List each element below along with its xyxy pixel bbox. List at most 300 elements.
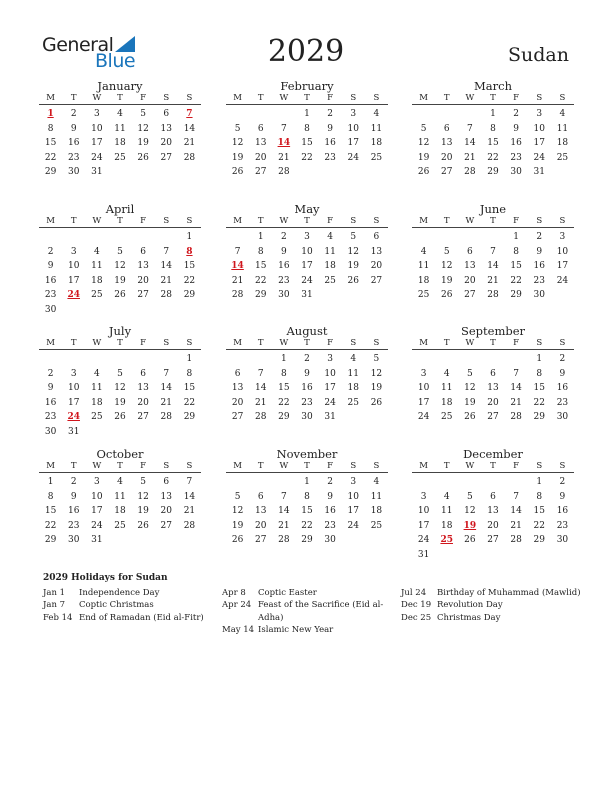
day-cell: 2 <box>280 232 287 242</box>
day-cell: 29 <box>183 412 196 423</box>
day-cell: 11 <box>114 123 126 134</box>
month-title: November <box>276 447 338 461</box>
day-cell: 10 <box>67 261 80 272</box>
weekday-label: T <box>490 93 496 103</box>
day-cell: 25 <box>347 397 359 408</box>
day-cell: 30 <box>67 167 80 178</box>
day-cell: 9 <box>327 491 333 502</box>
empty-day-cell <box>62 352 85 367</box>
day-cell: 3 <box>559 232 566 242</box>
day-cell: 1 <box>304 109 310 119</box>
day-cell: 30 <box>44 426 57 437</box>
holiday-name: Adha) <box>258 612 284 623</box>
weekday-header <box>39 338 201 350</box>
day-cell: 12 <box>137 491 149 502</box>
day-cell: 28 <box>183 520 196 531</box>
month-august <box>226 324 388 425</box>
day-cell: 6 <box>140 246 146 257</box>
day-cell: 24 <box>301 275 313 286</box>
day-cell: 28 <box>487 290 499 301</box>
day-cell: 19 <box>137 506 149 517</box>
day-cell: 14 <box>464 138 476 149</box>
month-february <box>226 79 388 180</box>
day-cell: 26 <box>347 275 359 286</box>
weekday-label: F <box>327 93 334 103</box>
day-cell: 14 <box>254 383 267 394</box>
day-cell: 13 <box>487 506 499 517</box>
holiday-entry <box>401 612 581 624</box>
month-title: June <box>479 202 507 216</box>
weekday-label: M <box>419 461 428 471</box>
day-cell: 23 <box>278 275 290 286</box>
day-cell: 10 <box>417 506 430 517</box>
weekday-label: W <box>465 461 475 471</box>
day-cell: 1 <box>280 354 287 364</box>
empty-day-cell <box>412 107 435 122</box>
day-cell: 23 <box>533 275 545 286</box>
weekday-label: T <box>70 216 77 226</box>
day-cell: 5 <box>466 491 473 502</box>
day-cell: 17 <box>347 138 359 149</box>
weekday-header <box>226 216 388 228</box>
day-cell: 18 <box>417 275 430 286</box>
weekday-label: S <box>373 461 380 471</box>
month-title: September <box>460 324 526 338</box>
day-cell: 19 <box>370 383 383 394</box>
day-cell: 18 <box>370 138 383 149</box>
day-cell: 4 <box>420 246 427 257</box>
day-cell: 26 <box>464 412 476 423</box>
day-cell: 4 <box>559 109 566 119</box>
weekday-label: T <box>304 338 310 348</box>
day-cell: 5 <box>350 232 357 242</box>
day-cell: 10 <box>347 491 359 502</box>
weekday-label: T <box>257 93 264 103</box>
day-cell: 14 <box>487 261 499 272</box>
day-cell: 21 <box>510 397 522 408</box>
day-cell: 13 <box>464 261 476 272</box>
day-cell: 27 <box>160 520 172 531</box>
weekday-label: W <box>279 216 289 226</box>
weekday-label: M <box>233 93 242 103</box>
day-cell: 25 <box>556 152 569 163</box>
day-cell: 10 <box>347 123 359 134</box>
country-name: Sudan <box>508 44 569 66</box>
weekday-label: W <box>92 216 102 226</box>
weekday-label: S <box>350 338 357 348</box>
day-cell: 13 <box>440 138 453 149</box>
day-cell: 13 <box>231 383 244 394</box>
empty-day-cell <box>85 230 108 245</box>
empty-day-cell <box>108 352 131 367</box>
day-cell: 21 <box>510 520 522 531</box>
day-cell: 27 <box>137 290 149 301</box>
weekday-header <box>39 93 201 105</box>
day-cell: 21 <box>464 152 476 163</box>
day-cell: 25 <box>440 412 453 423</box>
day-cell: 23 <box>44 290 57 301</box>
day-cell: 13 <box>137 261 149 272</box>
day-cell: 25 <box>114 520 126 531</box>
weekday-label: W <box>465 93 475 103</box>
day-cell: 28 <box>510 412 522 423</box>
day-cell: 30 <box>301 412 313 423</box>
weekday-label: T <box>490 338 496 348</box>
day-cell: 23 <box>556 520 569 531</box>
holiday-day-cell: 24 <box>67 412 80 423</box>
weekday-label: F <box>513 338 520 348</box>
day-cell: 29 <box>533 412 545 423</box>
weekday-label: S <box>163 461 170 471</box>
day-cell: 7 <box>513 368 519 379</box>
day-cell: 27 <box>231 412 244 423</box>
day-cell: 8 <box>304 123 310 134</box>
day-cell: 29 <box>533 535 545 546</box>
day-cell: 19 <box>417 152 430 163</box>
day-cell: 30 <box>533 290 545 301</box>
weekday-label: W <box>279 461 289 471</box>
holiday-entry <box>401 587 581 599</box>
empty-day-cell <box>132 230 155 245</box>
day-grid <box>412 352 574 425</box>
weekday-label: W <box>92 93 102 103</box>
empty-day-cell <box>85 352 108 367</box>
day-cell: 20 <box>464 275 476 286</box>
month-title: May <box>294 202 320 216</box>
weekday-label: T <box>257 461 264 471</box>
holiday-day-cell: 1 <box>47 109 54 119</box>
holiday-day-cell: 8 <box>186 246 193 257</box>
day-cell: 5 <box>466 368 473 379</box>
day-cell: 16 <box>533 261 545 272</box>
day-cell: 2 <box>70 477 77 487</box>
holiday-day-cell: 24 <box>67 290 80 301</box>
holiday-column <box>401 587 581 624</box>
day-cell: 9 <box>280 246 287 257</box>
weekday-label: S <box>559 216 566 226</box>
day-cell: 20 <box>370 261 383 272</box>
day-cell: 22 <box>183 275 196 286</box>
weekday-label: T <box>490 461 496 471</box>
day-cell: 22 <box>254 275 267 286</box>
day-cell: 11 <box>370 123 383 134</box>
empty-day-cell <box>272 475 295 490</box>
day-cell: 3 <box>93 477 100 487</box>
empty-day-cell <box>505 475 528 490</box>
empty-day-cell <box>412 352 435 367</box>
day-cell: 28 <box>254 412 267 423</box>
weekday-label: F <box>140 338 147 348</box>
day-cell: 30 <box>44 304 57 315</box>
weekday-label: W <box>279 338 289 348</box>
day-cell: 6 <box>490 368 496 379</box>
day-cell: 17 <box>67 397 80 408</box>
holiday-entry <box>43 599 204 611</box>
day-cell: 19 <box>231 520 244 531</box>
day-cell: 16 <box>510 138 522 149</box>
day-cell: 17 <box>301 261 313 272</box>
day-cell: 4 <box>443 491 450 502</box>
day-cell: 1 <box>490 109 496 119</box>
day-cell: 30 <box>556 412 569 423</box>
weekday-label: S <box>163 216 170 226</box>
day-cell: 23 <box>324 520 336 531</box>
day-cell: 24 <box>417 412 430 423</box>
day-cell: 1 <box>304 477 310 487</box>
holiday-date: Dec 25 <box>401 612 432 623</box>
holiday-day-cell: 19 <box>463 520 477 531</box>
day-cell: 15 <box>278 383 290 394</box>
day-cell: 16 <box>556 383 569 394</box>
day-cell: 12 <box>464 506 476 517</box>
day-cell: 8 <box>304 491 310 502</box>
empty-day-cell <box>481 352 504 367</box>
day-cell: 19 <box>347 261 359 272</box>
day-cell: 7 <box>490 246 496 257</box>
day-cell: 1 <box>513 232 519 242</box>
day-cell: 5 <box>117 368 123 379</box>
holiday-date: Apr 8 <box>222 588 246 598</box>
weekday-label: M <box>46 338 55 348</box>
month-title: February <box>280 79 334 93</box>
weekday-label: S <box>186 93 193 103</box>
weekday-label: S <box>186 338 193 348</box>
day-cell: 4 <box>443 368 450 379</box>
weekday-label: F <box>327 216 334 226</box>
weekday-label: S <box>163 93 170 103</box>
day-cell: 26 <box>114 412 126 423</box>
day-cell: 28 <box>510 535 522 546</box>
day-cell: 3 <box>420 491 427 502</box>
weekday-label: T <box>443 338 450 348</box>
weekday-label: T <box>70 93 77 103</box>
weekday-label: M <box>419 93 428 103</box>
empty-day-cell <box>412 475 435 490</box>
day-cell: 6 <box>163 477 170 487</box>
day-cell: 28 <box>278 535 290 546</box>
holiday-column <box>222 587 383 637</box>
calendar-year: 2029 <box>267 34 345 69</box>
day-cell: 29 <box>510 290 522 301</box>
day-cell: 14 <box>278 506 290 517</box>
holiday-date: Dec 19 <box>401 600 432 611</box>
day-grid <box>226 107 388 180</box>
holiday-name: Birthday of Muhammad (Mawlid) <box>437 588 581 598</box>
day-cell: 30 <box>556 535 569 546</box>
day-cell: 6 <box>234 368 241 379</box>
day-cell: 30 <box>67 535 80 546</box>
day-cell: 26 <box>370 397 383 408</box>
weekday-label: S <box>536 93 543 103</box>
day-cell: 26 <box>137 520 149 531</box>
day-cell: 28 <box>160 290 172 301</box>
holiday-entry <box>43 587 204 599</box>
day-cell: 19 <box>137 138 149 149</box>
weekday-label: T <box>70 338 77 348</box>
month-title: July <box>108 324 132 338</box>
weekday-label: S <box>559 93 566 103</box>
month-june <box>412 202 574 303</box>
day-cell: 10 <box>556 246 569 257</box>
day-cell: 16 <box>324 506 336 517</box>
day-cell: 24 <box>556 275 569 286</box>
day-cell: 13 <box>370 246 383 257</box>
day-cell: 26 <box>417 167 430 178</box>
weekday-label: S <box>350 461 357 471</box>
day-cell: 13 <box>487 383 499 394</box>
day-cell: 16 <box>556 506 569 517</box>
month-may <box>226 202 388 303</box>
weekday-label: F <box>513 461 520 471</box>
day-cell: 17 <box>533 138 545 149</box>
day-cell: 24 <box>347 152 359 163</box>
day-cell: 6 <box>466 246 473 257</box>
day-cell: 8 <box>513 246 519 257</box>
day-cell: 28 <box>183 152 196 163</box>
holiday-day-cell: 25 <box>440 535 453 546</box>
weekday-header <box>412 461 574 473</box>
weekday-label: F <box>327 338 334 348</box>
empty-day-cell <box>458 475 481 490</box>
day-cell: 26 <box>114 290 126 301</box>
weekday-label: M <box>233 216 242 226</box>
day-cell: 16 <box>67 506 80 517</box>
day-cell: 7 <box>186 477 193 487</box>
day-grid <box>39 107 201 180</box>
holiday-day-cell: 14 <box>231 261 244 272</box>
day-cell: 21 <box>183 138 196 149</box>
day-cell: 16 <box>278 261 290 272</box>
day-cell: 31 <box>533 167 545 178</box>
day-cell: 18 <box>91 275 103 286</box>
empty-day-cell <box>226 230 249 245</box>
day-cell: 14 <box>160 261 172 272</box>
weekday-label: T <box>257 338 264 348</box>
day-cell: 31 <box>67 426 80 437</box>
empty-day-cell <box>132 352 155 367</box>
day-cell: 8 <box>490 123 496 134</box>
day-cell: 31 <box>324 412 336 423</box>
day-cell: 22 <box>301 520 313 531</box>
day-cell: 5 <box>234 123 241 134</box>
weekday-header <box>226 461 388 473</box>
day-cell: 10 <box>533 123 545 134</box>
day-cell: 18 <box>556 138 569 149</box>
weekday-header <box>226 338 388 350</box>
day-cell: 21 <box>160 397 172 408</box>
day-cell: 13 <box>160 491 172 502</box>
logo-text-general: General <box>42 34 114 56</box>
day-cell: 1 <box>536 354 543 364</box>
holiday-name: Coptic Christmas <box>79 600 154 611</box>
day-cell: 31 <box>91 535 103 546</box>
holiday-name: Coptic Easter <box>258 588 317 598</box>
weekday-header <box>412 338 574 350</box>
day-cell: 25 <box>370 520 383 531</box>
day-cell: 4 <box>93 246 100 257</box>
day-cell: 4 <box>350 354 357 364</box>
day-cell: 12 <box>114 261 126 272</box>
month-title: December <box>463 447 523 461</box>
day-cell: 27 <box>137 412 149 423</box>
day-cell: 25 <box>114 152 126 163</box>
day-cell: 9 <box>327 123 333 134</box>
weekday-header <box>412 93 574 105</box>
day-cell: 6 <box>373 232 380 242</box>
day-grid <box>226 230 388 303</box>
day-cell: 29 <box>301 535 313 546</box>
day-cell: 29 <box>487 167 499 178</box>
day-cell: 1 <box>186 354 193 364</box>
day-cell: 5 <box>373 354 380 364</box>
holiday-name: Christmas Day <box>437 612 501 623</box>
day-cell: 15 <box>487 138 499 149</box>
day-cell: 5 <box>140 477 146 487</box>
day-cell: 22 <box>533 397 545 408</box>
day-cell: 4 <box>373 109 380 119</box>
month-title: October <box>96 447 144 461</box>
day-cell: 22 <box>278 397 290 408</box>
day-cell: 15 <box>533 506 545 517</box>
day-cell: 11 <box>347 368 359 379</box>
weekday-label: M <box>46 93 55 103</box>
day-cell: 11 <box>114 491 126 502</box>
day-cell: 6 <box>443 123 450 134</box>
day-cell: 3 <box>327 354 333 364</box>
day-cell: 11 <box>417 261 430 272</box>
weekday-label: S <box>186 461 193 471</box>
weekday-label: F <box>140 216 147 226</box>
day-grid <box>39 230 201 318</box>
day-cell: 23 <box>510 152 522 163</box>
day-cell: 8 <box>536 368 543 379</box>
day-cell: 11 <box>440 506 453 517</box>
weekday-label: T <box>304 461 310 471</box>
weekday-label: S <box>536 216 543 226</box>
logo-text-blue: Blue <box>95 50 136 72</box>
day-cell: 27 <box>254 535 267 546</box>
day-cell: 11 <box>370 491 383 502</box>
month-october <box>39 447 201 548</box>
day-cell: 21 <box>254 397 267 408</box>
day-cell: 26 <box>440 290 453 301</box>
day-cell: 20 <box>160 506 172 517</box>
day-cell: 3 <box>304 232 310 242</box>
day-cell: 20 <box>231 397 244 408</box>
day-cell: 15 <box>533 383 545 394</box>
day-cell: 7 <box>466 123 473 134</box>
holiday-entry <box>43 612 204 624</box>
day-cell: 17 <box>347 506 359 517</box>
weekday-header <box>226 93 388 105</box>
weekday-label: S <box>350 93 357 103</box>
day-cell: 21 <box>278 520 290 531</box>
holiday-date: Jan 7 <box>43 600 66 611</box>
weekday-header <box>412 216 574 228</box>
weekday-label: S <box>163 338 170 348</box>
empty-day-cell <box>249 352 272 367</box>
day-cell: 18 <box>114 506 126 517</box>
holiday-date: May 14 <box>222 625 255 636</box>
weekday-header <box>39 216 201 228</box>
day-cell: 25 <box>370 152 383 163</box>
day-cell: 26 <box>231 535 244 546</box>
day-cell: 12 <box>114 383 126 394</box>
day-cell: 28 <box>160 412 172 423</box>
day-cell: 16 <box>301 383 313 394</box>
day-cell: 8 <box>536 491 543 502</box>
day-cell: 2 <box>559 477 566 487</box>
